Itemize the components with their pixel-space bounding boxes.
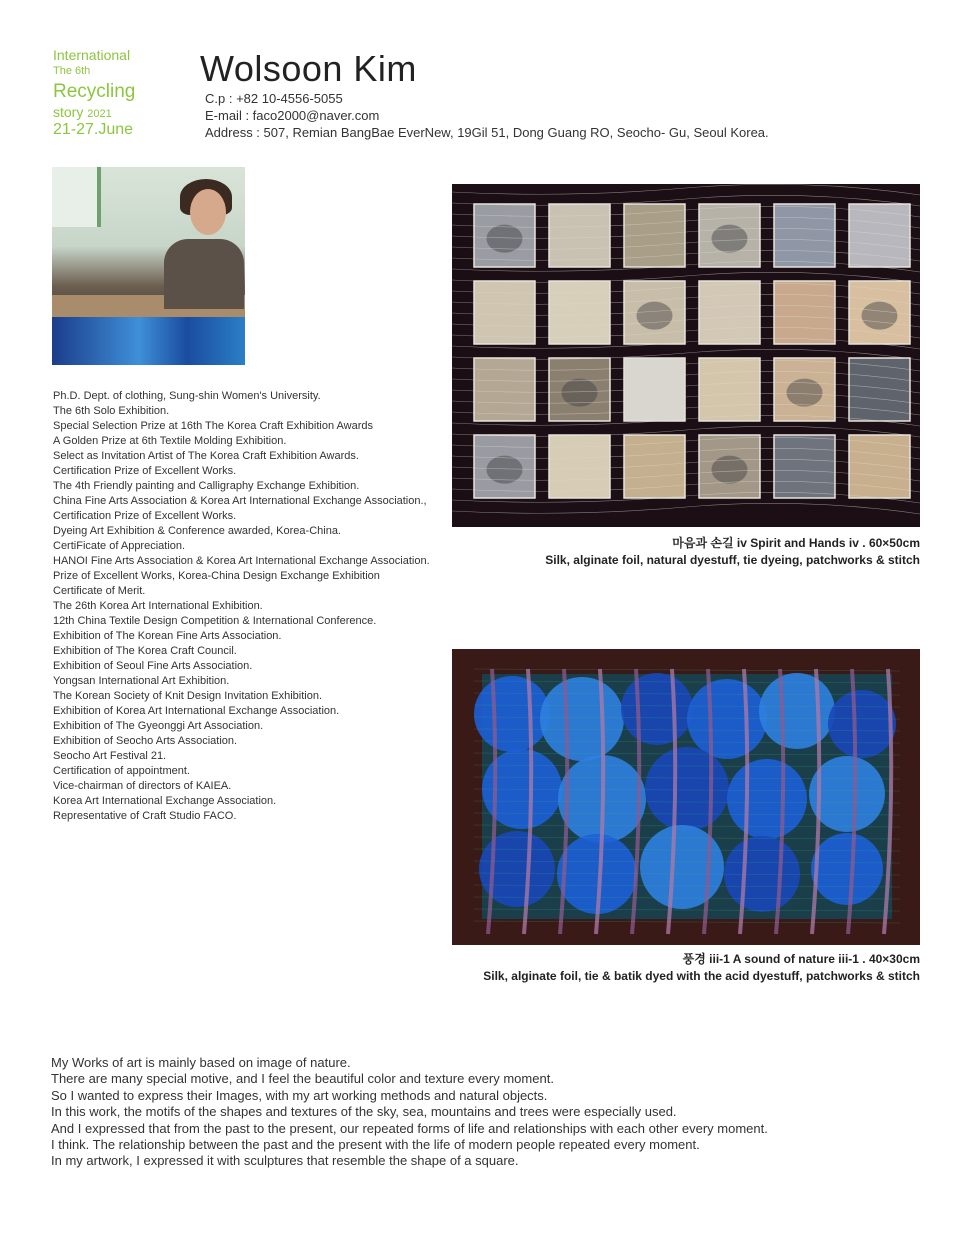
statement-line: In this work, the motifs of the shapes and textures of the sky, sea, mountains and trees were especially used.	[51, 1104, 677, 1120]
bio-item: Certification Prize of Excellent Works.	[53, 510, 237, 522]
bio-item: HANOI Fine Arts Association & Korea Art International Exchange Association.	[53, 555, 430, 567]
artwork-spirit-and-hands-image	[452, 184, 920, 527]
artwork-sound-of-nature-image	[452, 649, 920, 945]
bio-item: Exhibition of Seoul Fine Arts Association.	[53, 660, 253, 672]
bio-item: Certification Prize of Excellent Works.	[53, 465, 237, 477]
bio-item: Vice-chairman of directors of KAIEA.	[53, 780, 232, 792]
event-line-recycling: Recycling	[53, 81, 136, 102]
bio-item: The 6th Solo Exhibition.	[53, 405, 170, 417]
statement-line: I think. The relationship between the past and the present with the life of modern people repeated every moment.	[51, 1137, 700, 1153]
artist-portrait-photo	[52, 167, 245, 365]
address-line: Address : 507, Remian BangBae EverNew, 19Gil 51, Dong Guang RO, Seocho- Gu, Seoul Korea.	[205, 125, 769, 140]
email-line: E-mail : faco2000@naver.com	[205, 108, 380, 123]
event-line-story	[53, 105, 135, 120]
bio-item: Seocho Art Festival 21.	[53, 750, 167, 762]
bio-item: 12th China Textile Design Competition & International Conference.	[53, 615, 377, 627]
bio-item: Yongsan International Art Exhibition.	[53, 675, 230, 687]
event-dates: 21-27.June	[53, 121, 134, 138]
bio-item: Ph.D. Dept. of clothing, Sung-shin Women's University.	[53, 390, 321, 402]
event-info	[53, 48, 135, 138]
bio-item: Certificate of Merit.	[53, 585, 146, 597]
bio-item: A Golden Prize at 6th Textile Molding Exhibition.	[53, 435, 287, 447]
artwork-caption-2	[483, 951, 920, 985]
bio-item: Exhibition of Seocho Arts Association.	[53, 735, 238, 747]
biography-list	[53, 389, 430, 824]
statement-line: My Works of art is mainly based on image of nature.	[51, 1055, 351, 1070]
bio-item: The 26th Korea Art International Exhibition.	[53, 600, 263, 612]
blue-circles-textile	[452, 649, 920, 945]
event-story-word: story	[53, 104, 84, 120]
statement-line: So I wanted to express their Images, with my art working methods and natural objects.	[51, 1087, 548, 1103]
bio-item: Exhibition of Korea Art International Exchange Association.	[53, 705, 340, 717]
bio-item: Korea Art International Exchange Association.	[53, 795, 277, 807]
event-line-edition: The 6th	[53, 65, 91, 77]
bio-item: Dyeing Art Exhibition & Conference awarded, Korea-China.	[53, 525, 341, 537]
artwork-1-materials: Silk, alginate foil, natural dyestuff, tie dyeing, patchworks & stitch	[545, 553, 920, 567]
bio-item: Exhibition of The Korean Fine Arts Association.	[53, 630, 282, 642]
bio-item: Exhibition of The Gyeonggi Art Association.	[53, 720, 264, 732]
statement-line: And I expressed that from the past to the present, our repeated forms of life and relationships with each other every moment.	[51, 1120, 768, 1136]
bio-item: Select as Invitation Artist of The Korea Craft Exhibition Awards.	[53, 450, 359, 462]
statement-line: In my artwork, I expressed it with sculptures that resemble the shape of a square.	[51, 1153, 519, 1169]
bio-item: Prize of Excellent Works, Korea-China Design Exchange Exhibition	[53, 570, 380, 582]
artist-statement	[51, 1055, 768, 1170]
event-year: 2021	[87, 108, 112, 120]
bio-item: Certification of appointment.	[53, 765, 190, 777]
patchwork-grid	[452, 184, 920, 527]
bio-item: The 4th Friendly painting and Calligraphy Exchange Exhibition.	[53, 480, 360, 492]
bio-item: CertiFicate of Appreciation.	[53, 540, 186, 552]
artwork-caption-1	[545, 535, 920, 569]
bio-item: Exhibition of The Korea Craft Council.	[53, 645, 237, 657]
event-line-international: International	[53, 47, 131, 63]
artwork-2-title: 풍경 iii-1 A sound of nature iii-1 . 40×30cm	[682, 952, 920, 966]
artwork-2-materials: Silk, alginate foil, tie & batik dyed with the acid dyestuff, patchworks & stitch	[483, 969, 920, 983]
bio-item: Special Selection Prize at 16th The Korea Craft Exhibition Awards	[53, 420, 373, 432]
artist-name: Wolsoon Kim	[200, 48, 417, 89]
statement-line: There are many special motive, and I feel the beautiful color and texture every moment.	[51, 1071, 554, 1087]
bio-item: China Fine Arts Association & Korea Art International Exchange Association.,	[53, 495, 427, 507]
bio-item: Representative of Craft Studio FACO.	[53, 810, 237, 822]
phone-line: C.p : +82 10-4556-5055	[205, 91, 343, 106]
bio-item: The Korean Society of Knit Design Invitation Exhibition.	[53, 690, 323, 702]
artwork-1-title: 마음과 손길 iv Spirit and Hands iv . 60×50cm	[672, 536, 920, 550]
contact-block	[205, 90, 769, 141]
